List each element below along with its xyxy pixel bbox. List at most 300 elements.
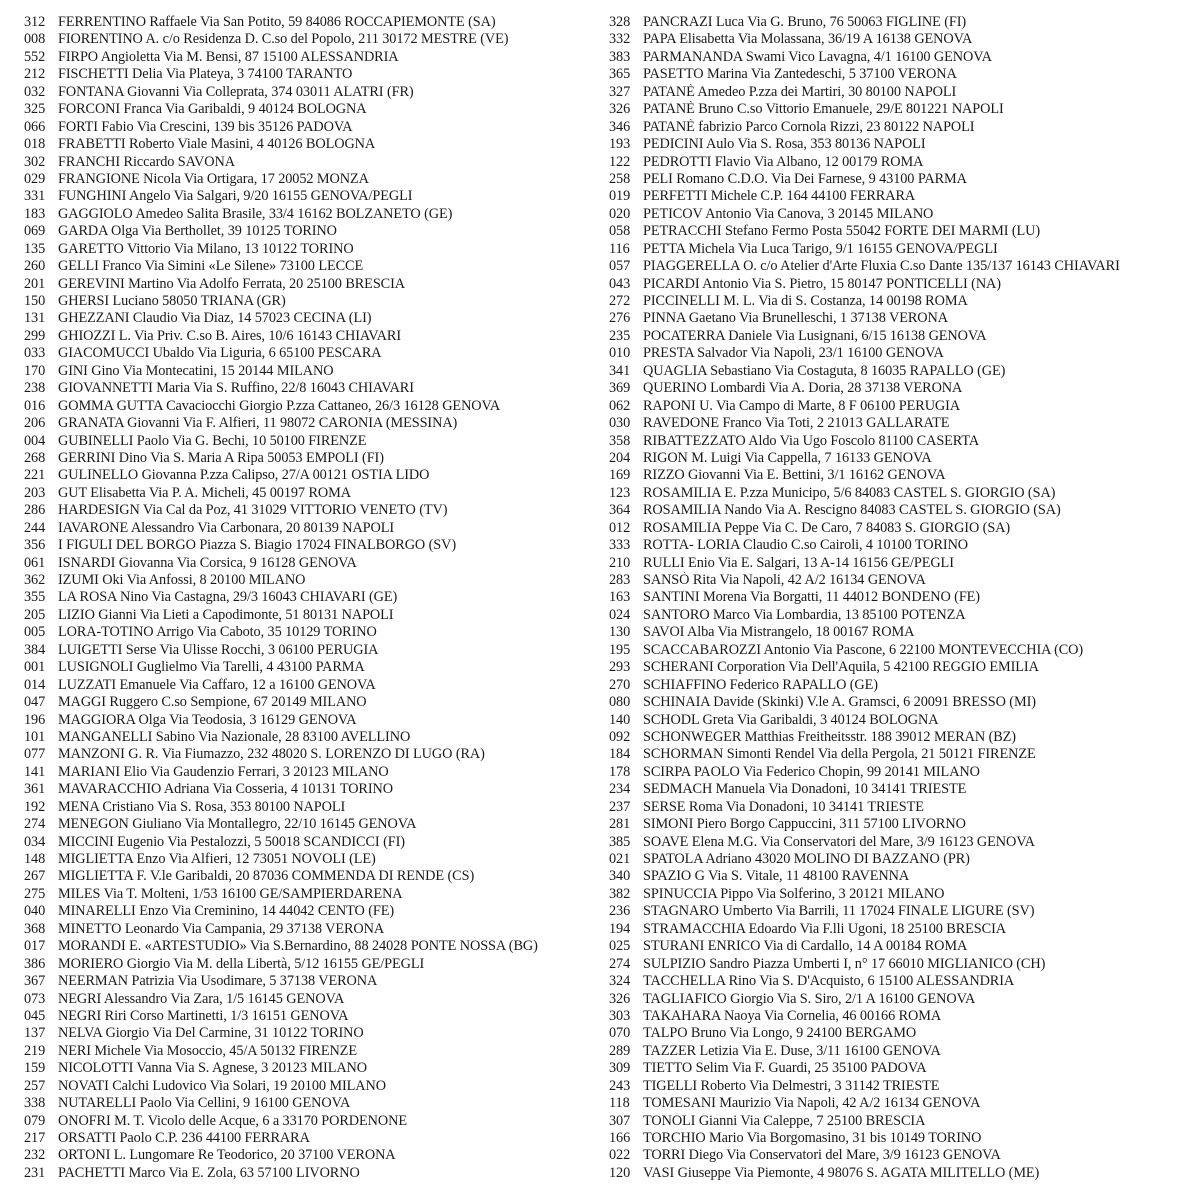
entry-text: RULLI Enio Via E. Salgari, 13 A-14 16156 GE/PEGLI [643, 554, 954, 571]
list-item [24, 188, 594, 205]
entry-number: 024 [609, 606, 631, 623]
entry-number: 368 [24, 920, 46, 937]
list-item [24, 276, 594, 293]
entry-number: 183 [24, 205, 46, 222]
entry-number: 025 [609, 938, 631, 955]
list-item [24, 328, 594, 345]
list-item [609, 607, 1194, 624]
entry-number: 204 [609, 449, 631, 466]
entry-text: TORCHIO Mario Via Borgomasino, 31 bis 10149 TORINO [643, 1130, 982, 1146]
entry-number: 120 [609, 1164, 631, 1181]
entry-text: TIGELLI Roberto Via Delmestri, 3 31142 TRIESTE [643, 1077, 940, 1094]
list-item [24, 467, 594, 484]
entry-text: FORTI Fabio Via Crescini, 139 bis 35126 PADOVA [58, 118, 353, 135]
list-item [609, 258, 1194, 275]
list-item [609, 398, 1194, 415]
entry-text: STURANI ENRICO Via di Cardallo, 14 A 00184 ROMA [643, 938, 968, 955]
entry-number: 008 [24, 31, 46, 48]
list-item [609, 328, 1194, 345]
entry-text: SCHONWEGER Matthias Freitheitsstr. 188 39012 MERAN (BZ) [643, 728, 1016, 745]
list-item [609, 555, 1194, 572]
entry-number: 236 [609, 903, 631, 920]
entry-number: 365 [609, 66, 631, 83]
entry-text: PATANÈ Bruno C.so Vittorio Emanuele, 29/E 801221 NAPOLI [643, 101, 1004, 118]
entry-number: 012 [609, 519, 631, 536]
entry-text: FRABETTI Roberto Viale Masini, 4 40126 BOLOGNA [58, 136, 376, 153]
entry-text: SCHIAFFINO Federico RAPALLO (GE) [643, 676, 878, 693]
entry-text: PAPA Elisabetta Via Molassana, 36/19 A 16138 GENOVA [643, 31, 973, 48]
list-item [609, 973, 1194, 990]
entry-number: 131 [24, 310, 46, 327]
list-item [24, 241, 594, 258]
entry-text: FERRENTINO Raffaele Via San Potito, 59 84086 ROCCAPIEMONTE (SA) [58, 14, 496, 30]
entry-text: RIZZO Giovanni Via E. Bettini, 3/1 16162 GENOVA [643, 467, 946, 484]
entry-number: 141 [24, 763, 46, 780]
entry-number: 101 [24, 728, 46, 745]
entry-text: SPINUCCIA Pippo Via Solferino, 3 20121 MILANO [643, 885, 945, 902]
entry-text: TAGLIAFICO Giorgio Via S. Siro, 2/1 A 16100 GENOVA [643, 990, 976, 1007]
entry-text: MAGGI Ruggero C.so Sempione, 67 20149 MILANO [58, 694, 367, 711]
entry-number: 221 [24, 467, 46, 484]
entry-number: 382 [609, 885, 631, 902]
entry-number: 275 [24, 885, 46, 902]
list-item [24, 66, 594, 83]
entry-number: 033 [24, 345, 46, 362]
entry-text: SIMONI Piero Borgo Cappuccini, 311 57100 LIVORNO [643, 816, 966, 833]
entry-text: STAGNARO Umberto Via Barrili, 11 17024 FINALE LIGURE (SV) [643, 903, 1035, 920]
entry-number: 289 [609, 1042, 631, 1059]
entry-text: TORRI Diego Via Conservatori del Mare, 3/9 16123 GENOVA [643, 1147, 1001, 1164]
entry-text: PANCRAZI Luca Via G. Bruno, 76 50063 FIGLINE (FI) [643, 14, 967, 30]
entry-number: 217 [24, 1130, 46, 1146]
entry-number: 061 [24, 554, 46, 571]
entry-number: 331 [24, 188, 46, 205]
list-item [609, 188, 1194, 205]
list-item [609, 816, 1194, 833]
entry-number: 080 [609, 694, 631, 711]
list-item [24, 1113, 594, 1130]
entry-number: 258 [609, 170, 631, 187]
list-item [24, 1147, 594, 1164]
list-item [609, 1130, 1194, 1147]
list-item [24, 572, 594, 589]
entry-text: PETTA Michela Via Luca Tarigo, 9/1 16155 GENOVA/PEGLI [643, 240, 998, 257]
list-item [609, 31, 1194, 48]
list-item [24, 903, 594, 920]
entry-text: TOMESANI Maurizio Via Napoli, 42 A/2 16134 GENOVA [643, 1095, 981, 1112]
entry-text: ONOFRI M. T. Vicolo delle Acque, 6 a 33170 PORDENONE [58, 1112, 407, 1129]
list-item [24, 816, 594, 833]
entry-text: ISNARDI Giovanna Via Corsica, 9 16128 GENOVA [58, 554, 357, 571]
entry-number: 137 [24, 1025, 46, 1042]
list-item [24, 991, 594, 1008]
entry-number: 043 [609, 275, 631, 292]
entry-number: 299 [24, 327, 46, 344]
entry-number: 356 [24, 537, 46, 554]
entry-text: NOVATI Calchi Ludovico Via Solari, 19 20100 MILANO [58, 1077, 386, 1094]
entry-text: MINETTO Leonardo Via Campania, 29 37138 VERONA [58, 920, 385, 937]
entry-number: 047 [24, 694, 46, 711]
entry-text: QUERINO Lombardi Via A. Doria, 28 37138 VERONA [643, 380, 963, 397]
list-item [609, 467, 1194, 484]
list-item [24, 415, 594, 432]
entry-text: PRESTA Salvador Via Napoli, 23/1 16100 GENOVA [643, 345, 944, 362]
entry-text: GARETTO Vittorio Via Milano, 13 10122 TORINO [58, 240, 354, 257]
entry-number: 163 [609, 589, 631, 606]
list-item [609, 799, 1194, 816]
list-item [609, 764, 1194, 781]
entry-text: PARMANANDA Swami Vico Lavagna, 4/1 16100 GENOVA [643, 48, 992, 65]
list-item [24, 485, 594, 502]
entry-text: SOAVE Elena M.G. Via Conservatori del Mare, 3/9 16123 GENOVA [643, 833, 1035, 850]
list-item [24, 101, 594, 118]
entry-text: FONTANA Giovanni Via Colleprata, 374 03011 ALATRI (FR) [58, 83, 414, 100]
entry-number: 014 [24, 676, 46, 693]
entry-number: 029 [24, 170, 46, 187]
list-item [24, 398, 594, 415]
entry-text: FRANCHI Riccardo SAVONA [58, 153, 235, 170]
entry-text: VASI Giuseppe Via Piemonte, 4 98076 S. AGATA MILITELLO (ME) [643, 1164, 1040, 1181]
list-item [609, 1095, 1194, 1112]
entry-text: PASETTO Marina Via Zantedeschi, 5 37100 VERONA [643, 66, 957, 83]
entry-number: 034 [24, 833, 46, 850]
list-item [24, 520, 594, 537]
entry-number: 058 [609, 223, 631, 240]
list-item [24, 1043, 594, 1060]
list-item [24, 310, 594, 327]
entry-number: 184 [609, 746, 631, 763]
entry-text: PICARDI Antonio Via S. Pietro, 15 80147 PONTICELLI (NA) [643, 275, 1001, 292]
entry-number: 232 [24, 1147, 46, 1164]
entry-number: 385 [609, 833, 631, 850]
entry-number: 203 [24, 484, 46, 501]
entry-number: 045 [24, 1007, 46, 1024]
entry-number: 326 [609, 990, 631, 1007]
entry-text: RAVEDONE Franco Via Toti, 2 21013 GALLARATE [643, 415, 950, 432]
entry-number: 268 [24, 449, 46, 466]
list-item [24, 938, 594, 955]
list-item [24, 589, 594, 606]
entry-text: PICCINELLI M. L. Via di S. Costanza, 14 00198 ROMA [643, 293, 968, 309]
entry-number: 333 [609, 537, 631, 554]
entry-text: IZUMI Oki Via Anfossi, 8 20100 MILANO [58, 572, 306, 588]
entry-text: LUSIGNOLI Guglielmo Via Tarelli, 4 43100 PARMA [58, 659, 365, 676]
entry-text: MAVARACCHIO Adriana Via Cosseria, 4 10131 TORINO [58, 781, 393, 798]
entry-text: PEDROTTI Flavio Via Albano, 12 00179 ROMA [643, 153, 924, 170]
entry-text: FRANGIONE Nicola Via Ortigara, 17 20052 MONZA [58, 170, 369, 187]
entry-text: TACCHELLA Rino Via S. D'Acquisto, 6 15100 ALESSANDRIA [643, 973, 1015, 990]
entry-number: 062 [609, 397, 631, 414]
entry-text: GERRINI Dino Via S. Maria A Ripa 50053 EMPOLI (FI) [58, 449, 384, 466]
list-item [24, 781, 594, 798]
list-item [609, 903, 1194, 920]
entry-number: 552 [24, 48, 46, 65]
entry-text: IAVARONE Alessandro Via Carbonara, 20 80139 NAPOLI [58, 519, 395, 536]
entry-text: NICOLOTTI Vanna Via S. Agnese, 3 20123 MILANO [58, 1060, 368, 1077]
list-item [24, 868, 594, 885]
entry-number: 281 [609, 816, 631, 833]
entry-text: GIACOMUCCI Ubaldo Via Liguria, 6 65100 PESCARA [58, 345, 382, 362]
entry-text: SULPIZIO Sandro Piazza Umberti I, n° 17 66010 MIGLIANICO (CH) [643, 955, 1046, 972]
list-item [24, 293, 594, 310]
list-item [609, 572, 1194, 589]
list-item [24, 886, 594, 903]
entry-text: FORCONI Franca Via Garibaldi, 9 40124 BOLOGNA [58, 101, 367, 118]
entry-number: 312 [24, 14, 46, 30]
list-item [609, 223, 1194, 240]
entry-text: PELI Romano C.D.O. Via Dei Farnese, 9 43100 PARMA [643, 170, 967, 187]
entry-number: 346 [609, 118, 631, 135]
entry-number: 274 [24, 816, 46, 833]
entry-number: 166 [609, 1130, 631, 1146]
list-item [24, 956, 594, 973]
entry-number: 005 [24, 624, 46, 641]
list-item [24, 49, 594, 66]
list-item [24, 1165, 594, 1182]
entry-text: GEREVINI Martino Via Adolfo Ferrata, 20 25100 BRESCIA [58, 275, 405, 292]
list-item [24, 973, 594, 990]
list-item [609, 956, 1194, 973]
entry-number: 328 [609, 14, 631, 30]
list-item [24, 136, 594, 153]
list-item [609, 1113, 1194, 1130]
entry-text: RIBATTEZZATO Aldo Via Ugo Foscolo 81100 CASERTA [643, 432, 980, 449]
list-item [609, 485, 1194, 502]
list-item [609, 310, 1194, 327]
entry-number: 178 [609, 763, 631, 780]
entry-number: 309 [609, 1060, 631, 1077]
list-item [24, 363, 594, 380]
list-item [609, 938, 1194, 955]
list-item [24, 537, 594, 554]
entry-number: 257 [24, 1077, 46, 1094]
entry-text: FISCHETTI Delia Via Plateya, 3 74100 TARANTO [58, 66, 353, 83]
entry-text: PIAGGERELLA O. c/o Atelier d'Arte Fluxia C.so Dante 135/137 16143 CHIAVARI [643, 258, 1120, 275]
entry-text: GUBINELLI Paolo Via G. Bechi, 10 50100 FIRENZE [58, 432, 367, 449]
entry-number: 032 [24, 83, 46, 100]
list-item [609, 886, 1194, 903]
list-item [609, 14, 1194, 31]
list-item [24, 659, 594, 676]
entry-number: 340 [609, 868, 631, 885]
entry-text: ROSAMILIA Peppe Via C. De Caro, 7 84083 S. GIORGIO (SA) [643, 519, 1011, 536]
entry-text: PERFETTI Michele C.P. 164 44100 FERRARA [643, 188, 916, 205]
right-column [609, 14, 1194, 1182]
entry-text: TAKAHARA Naoya Via Cornelia, 46 00166 ROMA [643, 1007, 942, 1024]
entry-text: RAPONI U. Via Campo di Marte, 8 F 06100 PERUGIA [643, 397, 961, 414]
entry-number: 219 [24, 1042, 46, 1059]
entry-number: 192 [24, 798, 46, 815]
entry-text: NUTARELLI Paolo Via Cellini, 9 16100 GENOVA [58, 1095, 351, 1112]
list-item [609, 1078, 1194, 1095]
entry-number: 386 [24, 955, 46, 972]
entry-text: MIGLIETTA Enzo Via Alfieri, 12 73051 NOVOLI (LE) [58, 851, 376, 867]
list-item [609, 293, 1194, 310]
list-item [24, 694, 594, 711]
list-item [24, 154, 594, 171]
entry-text: SEDMACH Manuela Via Donadoni, 10 34141 TRIESTE [643, 781, 967, 798]
entry-number: 148 [24, 851, 46, 867]
list-item [609, 171, 1194, 188]
entry-text: GRANATA Giovanni Via F. Alfieri, 11 98072 CARONIA (MESSINA) [58, 415, 458, 432]
entry-text: MANZONI G. R. Via Fiumazzo, 232 48020 S. LORENZO DI LUGO (RA) [58, 746, 485, 763]
entry-number: 150 [24, 293, 46, 309]
list-item [24, 851, 594, 868]
list-item [609, 433, 1194, 450]
entry-number: 092 [609, 728, 631, 745]
entry-number: 361 [24, 781, 46, 798]
entry-text: LORA-TOTINO Arrigo Via Caboto, 35 10129 TORINO [58, 624, 377, 641]
list-item [24, 642, 594, 659]
list-item [609, 589, 1194, 606]
list-item [24, 1060, 594, 1077]
list-item [609, 991, 1194, 1008]
entry-number: 338 [24, 1095, 46, 1112]
entry-number: 212 [24, 66, 46, 83]
entry-number: 332 [609, 31, 631, 48]
entry-number: 244 [24, 519, 46, 536]
list-item [609, 119, 1194, 136]
entry-text: SANTORO Marco Via Lombardia, 13 85100 POTENZA [643, 606, 966, 623]
list-item [24, 206, 594, 223]
entry-number: 276 [609, 310, 631, 327]
entry-text: RIGON M. Luigi Via Cappella, 7 16133 GENOVA [643, 449, 932, 466]
entry-text: GHERSI Luciano 58050 TRIANA (GR) [58, 293, 286, 309]
list-item [609, 520, 1194, 537]
entry-text: TONOLI Gianni Via Caleppe, 7 25100 BRESCIA [643, 1112, 926, 1129]
list-item [609, 712, 1194, 729]
entry-text: GARDA Olga Via Berthollet, 39 10125 TORINO [58, 223, 337, 240]
entry-number: 030 [609, 415, 631, 432]
entry-text: POCATERRA Daniele Via Lusignani, 6/15 16138 GENOVA [643, 327, 987, 344]
entry-number: 020 [609, 205, 631, 222]
entry-text: ORTONI L. Lungomare Re Teodorico, 20 37100 VERONA [58, 1147, 396, 1164]
entry-text: ROSAMILIA E. P.zza Municipo, 5/6 84083 CASTEL S. GIORGIO (SA) [643, 484, 1056, 501]
list-item [609, 729, 1194, 746]
entry-text: MIGLIETTA F. V.le Garibaldi, 20 87036 COMMENDA DI RENDE (CS) [58, 868, 475, 885]
list-item [609, 154, 1194, 171]
entry-number: 364 [609, 502, 631, 519]
entry-number: 123 [609, 484, 631, 501]
entry-text: NEERMAN Patrizia Via Usodimare, 5 37138 VERONA [58, 973, 378, 990]
entry-number: 159 [24, 1060, 46, 1077]
entry-text: FIRPO Angioletta Via M. Bensi, 87 15100 ALESSANDRIA [58, 48, 399, 65]
entry-number: 069 [24, 223, 46, 240]
entry-text: MILES Via T. Molteni, 1/53 16100 GE/SAMPIERDARENA [58, 885, 403, 902]
entry-text: SANSÒ Rita Via Napoli, 42 A/2 16134 GENOVA [643, 572, 926, 588]
entry-number: 018 [24, 136, 46, 153]
entry-text: SCACCABAROZZI Antonio Via Pascone, 6 22100 MONTEVECCHIA (CO) [643, 641, 1084, 658]
entry-number: 210 [609, 554, 631, 571]
entry-text: I FIGULI DEL BORGO Piazza S. Biagio 17024 FINALBORGO (SV) [58, 537, 457, 554]
list-item [609, 101, 1194, 118]
entry-number: 286 [24, 502, 46, 519]
entry-text: FUNGHINI Angelo Via Salgari, 9/20 16155 GENOVA/PEGLI [58, 188, 413, 205]
list-item [609, 868, 1194, 885]
list-item [24, 712, 594, 729]
entry-number: 004 [24, 432, 46, 449]
list-item [24, 380, 594, 397]
entry-text: MENEGON Giuliano Via Montallegro, 22/10 16145 GENOVA [58, 816, 417, 833]
entry-text: MENA Cristiano Via S. Rosa, 353 80100 NAPOLI [58, 798, 346, 815]
entry-text: LUIGETTI Serse Via Ulisse Rocchi, 3 06100 PERUGIA [58, 641, 379, 658]
entry-number: 021 [609, 851, 631, 867]
list-item [609, 415, 1194, 432]
list-item [24, 450, 594, 467]
list-item [24, 834, 594, 851]
entry-number: 116 [609, 240, 630, 257]
entry-text: NEGRI Riri Corso Martinetti, 1/3 16151 GENOVA [58, 1007, 349, 1024]
list-item [24, 31, 594, 48]
entry-number: 341 [609, 362, 631, 379]
entry-number: 355 [24, 589, 46, 606]
left-column [24, 14, 594, 1182]
entry-number: 307 [609, 1112, 631, 1129]
entry-text: GUT Elisabetta Via P. A. Micheli, 45 00197 ROMA [58, 484, 351, 501]
list-item [609, 659, 1194, 676]
entry-text: NELVA Giorgio Via Del Carmine, 31 10122 TORINO [58, 1025, 364, 1042]
entry-number: 022 [609, 1147, 631, 1164]
entry-text: LUZZATI Emanuele Via Caffaro, 12 a 16100 GENOVA [58, 676, 376, 693]
list-item [609, 66, 1194, 83]
list-item [609, 1165, 1194, 1182]
entry-number: 283 [609, 572, 631, 588]
entry-text: MORANDI E. «ARTESTUDIO» Via S.Bernardino, 88 24028 PONTE NOSSA (BG) [58, 938, 538, 955]
list-item [609, 1043, 1194, 1060]
list-item [24, 624, 594, 641]
entry-number: 079 [24, 1112, 46, 1129]
entry-text: LIZIO Gianni Via Lieti a Capodimonte, 51 80131 NAPOLI [58, 606, 394, 623]
entry-text: PEDICINI Aulo Via S. Rosa, 353 80136 NAPOLI [643, 136, 926, 153]
entry-text: GINI Gino Via Montecatini, 15 20144 MILANO [58, 362, 334, 379]
entry-number: 302 [24, 153, 46, 170]
entry-number: 234 [609, 781, 631, 798]
entry-text: NERI Michele Via Mosoccio, 45/A 50132 FIRENZE [58, 1042, 357, 1059]
list-item [24, 555, 594, 572]
list-item [24, 1095, 594, 1112]
entry-text: PINNA Gaetano Via Brunelleschi, 1 37138 VERONA [643, 310, 948, 327]
entry-number: 196 [24, 711, 46, 728]
entry-number: 001 [24, 659, 46, 676]
list-item [609, 1008, 1194, 1025]
list-item [24, 14, 594, 31]
entry-number: 243 [609, 1077, 631, 1094]
entry-number: 326 [609, 101, 631, 118]
entry-text: MARIANI Elio Via Gaudenzio Ferrari, 3 20123 MILANO [58, 763, 389, 780]
entry-number: 073 [24, 990, 46, 1007]
list-item [609, 781, 1194, 798]
entry-number: 077 [24, 746, 46, 763]
entry-text: LA ROSA Nino Via Castagna, 29/3 16043 CHIAVARI (GE) [58, 589, 398, 606]
entry-number: 195 [609, 641, 631, 658]
entry-number: 066 [24, 118, 46, 135]
list-item [609, 746, 1194, 763]
entry-number: 274 [609, 955, 631, 972]
list-item [609, 345, 1194, 362]
list-item [24, 729, 594, 746]
entry-number: 267 [24, 868, 46, 885]
list-item [609, 834, 1194, 851]
entry-number: 169 [609, 467, 631, 484]
entry-text: PATANÈ Amedeo P.zza dei Martiri, 30 80100 NAPOLI [643, 83, 957, 100]
list-item [609, 677, 1194, 694]
entry-number: 325 [24, 101, 46, 118]
entry-number: 194 [609, 920, 631, 937]
entry-text: SANTINI Morena Via Borgatti, 11 44012 BONDENO (FE) [643, 589, 980, 606]
list-item [24, 677, 594, 694]
entry-number: 383 [609, 48, 631, 65]
list-item [609, 537, 1194, 554]
